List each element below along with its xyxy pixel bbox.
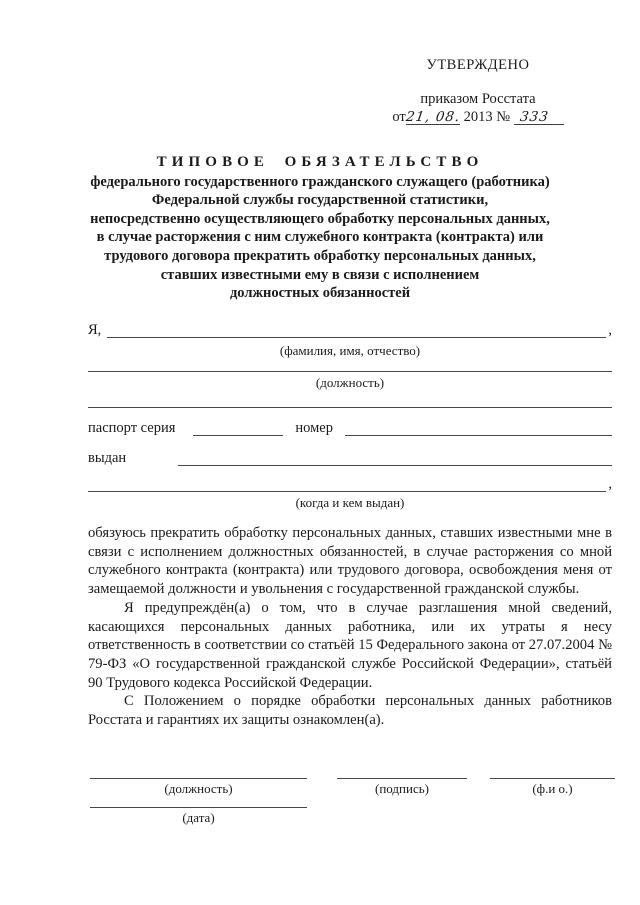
issued-row	[88, 450, 612, 466]
title-line-1: ТИПОВОЕ ОБЯЗАТЕЛЬСТВО	[156, 154, 484, 170]
title-line-3: Федеральной службы государственной статистики,	[151, 192, 489, 209]
signature-position-field	[90, 770, 307, 797]
name-blank-line	[107, 322, 606, 338]
date-prefix: от	[392, 109, 406, 125]
signature-name-caption: (ф.и о.)	[532, 781, 573, 796]
trailing-comma: ,	[608, 322, 612, 338]
passport-number-blank	[345, 420, 612, 436]
i-label: Я,	[88, 322, 102, 338]
signature-name-line	[490, 770, 615, 779]
paragraph-acknowledgement: С Положением о порядке обработки персональных данных работников Росстата и гарантиях их защиты ознакомлен(а).	[88, 693, 612, 729]
signature-name-field	[490, 770, 615, 797]
handwritten-date-field	[406, 110, 460, 125]
approval-date-line	[378, 109, 578, 126]
handwritten-number: 333	[519, 109, 551, 125]
year-and-number-sign: 2013 №	[463, 109, 511, 125]
extra-blank-line	[88, 394, 612, 408]
approved-label: УТВЕРЖДЕНО	[426, 57, 530, 73]
title-line-2: федерального государственного гражданского служащего (работника)	[90, 173, 550, 190]
paragraph-obligation: обязуюсь прекратить обработку персональных данных, ставших известными мне в связи с исполнением должностных обязанностей, в случае расторжения со мной служебного контракта (контракта) или трудового договора, освобождения меня от замещаемой должности и увольнения с государственной гражданской службы.	[88, 525, 612, 598]
passport-series-label: паспорт серия	[88, 420, 176, 436]
passport-series-blank	[193, 420, 283, 436]
signature-sign-line	[337, 770, 467, 779]
issued-blank-line	[178, 450, 612, 466]
approval-order-line: приказом Росстата	[420, 91, 536, 107]
signature-sign-field	[337, 770, 467, 797]
title-line-7: ставших известными ему в связи с исполнением	[160, 266, 480, 283]
signature-date-field	[90, 799, 307, 826]
signature-date-line	[90, 799, 307, 808]
passport-row	[88, 420, 612, 436]
fio-caption: (фамилия, имя, отчество)	[279, 343, 421, 358]
passport-number-label: номер	[295, 420, 333, 436]
approval-block	[378, 57, 578, 126]
handwritten-number-field	[514, 110, 564, 125]
signature-position-caption: (должность)	[164, 781, 233, 796]
issued-blank-line-2	[88, 476, 606, 492]
title-line-4: непосредственно осуществляющего обработку персональных данных,	[90, 210, 550, 227]
signature-sign-caption: (подпись)	[375, 781, 429, 796]
document-title	[30, 153, 610, 303]
position-caption: (должность)	[315, 375, 385, 390]
issued-label: выдан	[88, 450, 127, 466]
issued-caption: (когда и кем выдан)	[295, 495, 405, 510]
position-blank-line	[88, 358, 612, 372]
signature-date-caption: (дата)	[182, 810, 215, 825]
paragraph-warning: Я предупреждён(а) о том, что в случае разглашения мной сведений, касающихся персональных данных работника, или их утраты я несу ответственность в соответствии со статьёй 15 Федерального закона от 27.07.2004 № 79-ФЗ «О государственной гражданской службе Российской Федерации», статьёй 90 Трудового кодекса Российской Федерации.	[88, 599, 612, 691]
handwritten-date: 21, 08.	[404, 109, 462, 125]
issued-continuation-row	[88, 476, 612, 492]
title-line-6: трудового договора прекратить обработку персональных данных,	[104, 247, 536, 264]
name-row	[88, 322, 612, 338]
obligation-body	[88, 524, 612, 730]
title-line-5: в случае расторжения с ним служебного контракта (контракта) или	[96, 229, 544, 246]
title-line-8: должностных обязанностей	[229, 285, 411, 302]
issued-trailing-comma: ,	[608, 476, 612, 492]
signature-position-line	[90, 770, 307, 779]
